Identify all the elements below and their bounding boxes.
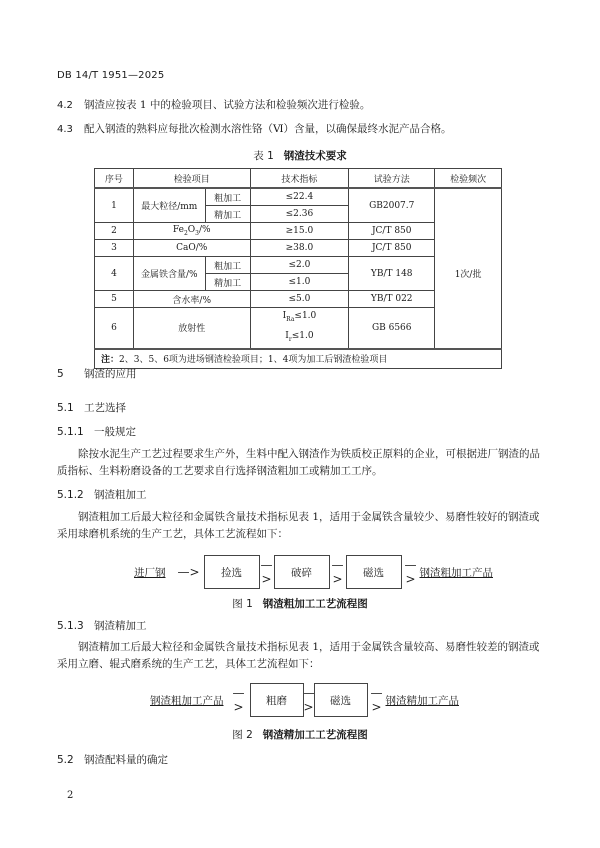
section-5-2-heading [57, 752, 168, 767]
cell-spec: ≤2.36 [250, 206, 349, 223]
flow-step-magnetic-separation: 磁选 [346, 555, 402, 589]
cell-frequency: 1次/批 [435, 188, 502, 349]
figure-number: 图 1 [232, 598, 253, 610]
arrow-icon: —> [260, 558, 273, 586]
cell-method: JC/T 850 [349, 240, 435, 257]
cell-method: YB/T 148 [349, 257, 435, 291]
section-number: 5.2 [57, 754, 74, 766]
clause-text: 钢渣应按表 1 中的检验项目、试验方法和检验频次进行检验。 [84, 99, 371, 111]
cell-subitem: 粗加工 [205, 257, 250, 274]
arrow-icon: —> [303, 686, 316, 714]
figure-number: 图 2 [232, 729, 253, 741]
cell-method: JC/T 850 [349, 223, 435, 240]
symbol: I [282, 311, 287, 321]
flow-step-coarse-grinding: 粗磨 [250, 683, 304, 717]
spec-ir [251, 328, 349, 348]
section-number: 5.1.1 [57, 426, 84, 438]
flow-step-sorting: 捡选 [204, 555, 260, 589]
cell-spec: ≤22.4 [250, 188, 349, 206]
cell-item: 放射性 [133, 308, 250, 349]
cell-method: GB2007.7 [349, 188, 435, 223]
cell-spec: ≤1.0 [250, 274, 349, 291]
table-note [95, 349, 502, 369]
section-5-1-1-text: 除按水泥生产工艺过程要求生产外，生料中配入钢渣作为铁质校正原料的企业，可根据进厂钢渣的品质指标、生料粉磨设备的工艺要求自行选择钢渣粗加工或精加工工序。 [57, 448, 540, 477]
section-title: 一般规定 [94, 426, 136, 438]
spec-ira [251, 308, 349, 328]
cell-no: 5 [95, 291, 134, 308]
clause-4-3 [57, 122, 452, 137]
arrow-icon: —> [331, 558, 344, 586]
cell-method: GB 6566 [349, 308, 435, 349]
cell-subitem: 精加工 [205, 274, 250, 291]
symbol-subscript: r [288, 335, 292, 343]
section-title: 钢渣配料量的确定 [84, 754, 168, 766]
formula-subscript: 2 [183, 229, 188, 237]
header-no: 序号 [95, 169, 134, 189]
section-title: 钢渣的应用 [84, 368, 137, 380]
table-header-row [95, 169, 502, 189]
section-5-1-1-heading [57, 424, 136, 439]
clause-number: 4.3 [57, 124, 73, 135]
page-number: 2 [67, 790, 74, 801]
table-title: 钢渣技术要求 [283, 150, 347, 162]
header-method: 试验方法 [349, 169, 435, 189]
figure-1-caption [0, 596, 600, 611]
flow-step-crushing: 破碎 [274, 555, 330, 589]
cell-spec: ≥38.0 [250, 240, 349, 257]
note-label: 注： [101, 355, 120, 366]
arrow-icon: —> [404, 558, 417, 586]
note-text: 2、3、5、6项为进场钢渣检验项目；1、4项为加工后钢渣检验项目 [119, 355, 388, 366]
section-number: 5 [57, 368, 64, 380]
cell-spec: ≤5.0 [250, 291, 349, 308]
section-5-1-3-heading [57, 618, 147, 633]
figure-title: 钢渣精加工工艺流程图 [262, 729, 368, 741]
cell-no: 1 [95, 188, 134, 223]
cell-spec: ≥15.0 [250, 223, 349, 240]
cell-spec: ≤2.0 [250, 257, 349, 274]
section-title: 工艺选择 [84, 402, 126, 414]
section-5-1-3-text: 钢渣精加工后最大粒径和金属铁含量技术指标见表 1，适用于金属铁含量较高、易磨性较差的钢渣或采用立磨、辊式磨系统的生产工艺，具体工艺流程如下： [57, 641, 540, 670]
clause-text: 配入钢渣的熟料应每批次检测水溶性铬（Ⅵ）含量，以确保最终水泥产品合格。 [84, 123, 452, 135]
flow-output: 钢渣精加工产品 [385, 694, 459, 707]
arrow-icon: —> [177, 565, 200, 579]
section-title: 钢渣精加工 [94, 620, 147, 632]
table-caption [0, 148, 600, 163]
formula-part: O [187, 225, 196, 236]
clause-4-2 [57, 98, 370, 113]
cell-no: 4 [95, 257, 134, 291]
cell-spec [250, 308, 349, 349]
cell-no: 6 [95, 308, 134, 349]
figure-title: 钢渣粗加工工艺流程图 [262, 598, 368, 610]
section-number: 5.1.2 [57, 489, 84, 501]
header-frequency: 检验频次 [435, 169, 502, 189]
section-5-1-heading [57, 400, 126, 415]
cell-item [133, 223, 250, 240]
table-row [95, 188, 502, 206]
clause-number: 4.2 [57, 100, 73, 111]
header-spec: 技术指标 [250, 169, 349, 189]
cell-item: 含水率/% [133, 291, 250, 308]
cell-method: YB/T 022 [349, 291, 435, 308]
cell-subitem: 精加工 [205, 206, 250, 223]
formula-subscript: 3 [195, 229, 199, 237]
flow-input: 钢渣粗加工产品 [150, 694, 224, 707]
section-5-1-2-heading [57, 487, 147, 502]
flow-step-magnetic-separation: 磁选 [314, 683, 368, 717]
cell-item: CaO/% [133, 240, 250, 257]
flow-input: 进厂钢 [134, 566, 166, 579]
formula-part: /% [198, 225, 211, 236]
figure-2-caption [0, 727, 600, 742]
header-item: 检验项目 [133, 169, 250, 189]
cell-no: 3 [95, 240, 134, 257]
symbol: I [285, 330, 289, 341]
section-number: 5.1.3 [57, 620, 84, 632]
section-5-heading [57, 366, 137, 381]
flowchart-rough-processing [134, 555, 493, 589]
flow-output: 钢渣粗加工产品 [419, 566, 493, 579]
table-note-row [95, 349, 502, 369]
technical-requirements-table [94, 168, 502, 369]
document-id: DB 14/T 1951—2025 [57, 70, 165, 81]
cell-item: 金属铁含量/% [133, 257, 205, 291]
arrow-icon: —> [370, 686, 383, 714]
formula-part: Fe [172, 225, 184, 236]
flowchart-fine-processing [150, 683, 459, 717]
spec-value: ≤1.0 [294, 311, 317, 321]
cell-item: 最大粒径/mm [133, 188, 205, 223]
spec-value: ≤1.0 [291, 330, 314, 341]
section-title: 钢渣粗加工 [94, 489, 147, 501]
table-number: 表 1 [253, 150, 274, 162]
cell-no: 2 [95, 223, 134, 240]
section-number: 5.1 [57, 402, 74, 414]
section-5-1-2-text: 钢渣粗加工后最大粒径和金属铁含量技术指标见表 1，适用于金属铁含量较少、易磨性较好的钢渣或采用球磨机系统的生产工艺，具体工艺流程如下： [57, 511, 540, 540]
cell-subitem: 粗加工 [205, 188, 250, 206]
symbol-subscript: Ra [286, 315, 295, 323]
arrow-icon: —> [232, 686, 245, 714]
